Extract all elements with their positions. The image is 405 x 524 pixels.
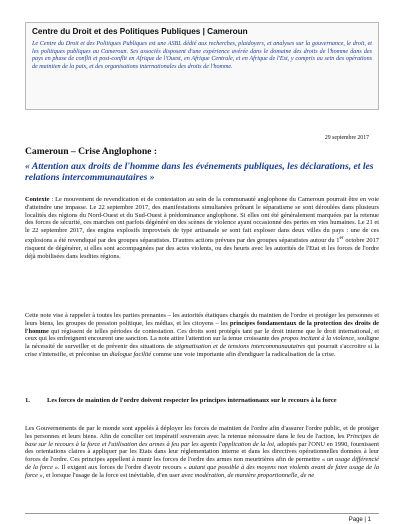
note-text: , souligne la nécessité de surveiller et de prévenir des situations de (25, 335, 379, 351)
note-text: qui régissent de telles périodes de contestation. Ces droits sont protégés tant par le droit interne que le droit international, et ceux qui les enfreignent encourent une sanction. La note attire l'attention sur la tenue croissante des (25, 327, 379, 343)
section-title: Les forces de maintien de l'ordre doivent respecter les principes internationaux sur le recours à la force (47, 397, 337, 404)
context-text-continued: octobre 2017 risquent de dégénérer, si elles sont accompagnées par des actes violents, ou des heurts avec les autorités de l'Etat et les forces de l'ordre déjà mobilisées dans lesdites régions. (25, 237, 380, 260)
govt-italic: autant que possible à des moyens non violents avant de faire usage de la force (25, 463, 380, 479)
section-heading (25, 397, 379, 405)
government-paragraph (25, 425, 379, 480)
document-subtitle: « Attention aux droits de l'homme dans les événements publiques, les déclarations, et les relations intercommunautaires » (25, 161, 374, 183)
govt-italic: Principes de base sur le recours à la force et l'utilisation des armes à feu par les agents l'application de la loi (25, 432, 379, 448)
footer-divider (25, 513, 379, 514)
govt-italic: un usage différencié de la force (25, 456, 379, 471)
letterhead-box (25, 22, 379, 110)
context-text: : Le mouvement de revendication et de contestation au sein de la communauté anglophone du Cameroun pourrait être en voie d'atteindre une impasse. Le 22 septembre 2017, des manifestations simultanées prônant le séparatisme se sont déroulées dans plusieurs localités des régions du Nord-Ouest et du Sud-Ouest à prédominance anglophone. Si elles ont été généralement marquées par la retenue des forces de sécurité, ces marches ont parfois dégénéré en des scènes de violence ayant occasionné des pertes en vies humaines. Le 21 et le 22 septembre 2017, des engins explosifs improvisés de type artisanale se sont fait exploser dans deux villes du pays : une de ces explosions a été revendiqué par des groupes séparatistes. D'autres actions prévues par des groupes séparatistes autour du 1 (25, 196, 379, 245)
context-superscript: er (339, 234, 344, 241)
document-headline: Cameroun – Crise Anglophone : (25, 146, 158, 157)
document-date: 29 septembre 2017 (324, 135, 369, 141)
govt-text: ». Il exigent aux forces de l'ordre d'avoir recours « (52, 463, 189, 471)
organization-description: Le Centre du Droit et des Politiques Publiques est une ASBL dédié aux recherches, plaidoyers, et analyses sur la gouvernance, le droit, et les politiques publiques au Cameroun. Ses associés disposent d'une expérience avérée dans le domaine des droits de l'homme dans des pays en phase de conflit et post-conflit en Afrique de l'Ouest, en Afrique Centrale, et en Afrique de l'Est, y compris au sein des opérations de maintien de la paix, et des organisations internationales des droits de l'homme. (32, 41, 372, 70)
note-text: Cette note vise à rappeler à toutes les parties prenantes – les autorités étatiques chargés du maintien de l'ordre et protéger les personnes et leurs biens, les groupes de pression politique, les médias, et les citoyens – les (25, 312, 379, 327)
note-italic: propos incitant à la violence (281, 335, 355, 343)
note-emphasis: principes fondamentaux de la protection des droits de l'homme (25, 319, 379, 335)
page-number: Page | 1 (348, 517, 371, 523)
note-text: qui pourrait s'accroitre si la crise s'intensifie, et préconise un (25, 343, 379, 358)
note-italic: stigmatisation et de tensions intercommunautaires (174, 343, 306, 351)
note-paragraph (25, 312, 379, 359)
govt-text: », et lorsque l'usage de la force est inévitable, d'en user (37, 471, 182, 479)
context-paragraph (25, 196, 379, 261)
govt-text: Les Gouvernements de par le monde sont appelés à déployer les forces de maintien de l'ordre afin d'assurer l'ordre public, et de protéger les personnes et leurs biens. Afin de concilier cet impératif souverain avec la retenue nécessaire dans le feu de l'action, les (25, 425, 379, 440)
govt-italic: avec modération, de manière proportionnelle, de ne (181, 471, 315, 479)
section-number: 1. (25, 397, 30, 404)
context-label: Contexte (25, 196, 50, 203)
note-italic: dialogue facilité (109, 350, 152, 358)
note-text: comme une voie importante afin d'endiguer la radicalisation de la crise. (151, 350, 336, 358)
govt-text: , adoptés par l'ONU en 1990, fournissent des orientations claires à appliquer par les Etats dans leur réglementation interne et dans les directives opérationnelles données à leur forces de l'ordre. Ces principes appellent à munir les forces de l'ordre des armes non meurtrières afin de permettre « (25, 440, 379, 464)
organization-title: Centre du Droit et des Politiques Publiques | Cameroun (32, 27, 248, 36)
